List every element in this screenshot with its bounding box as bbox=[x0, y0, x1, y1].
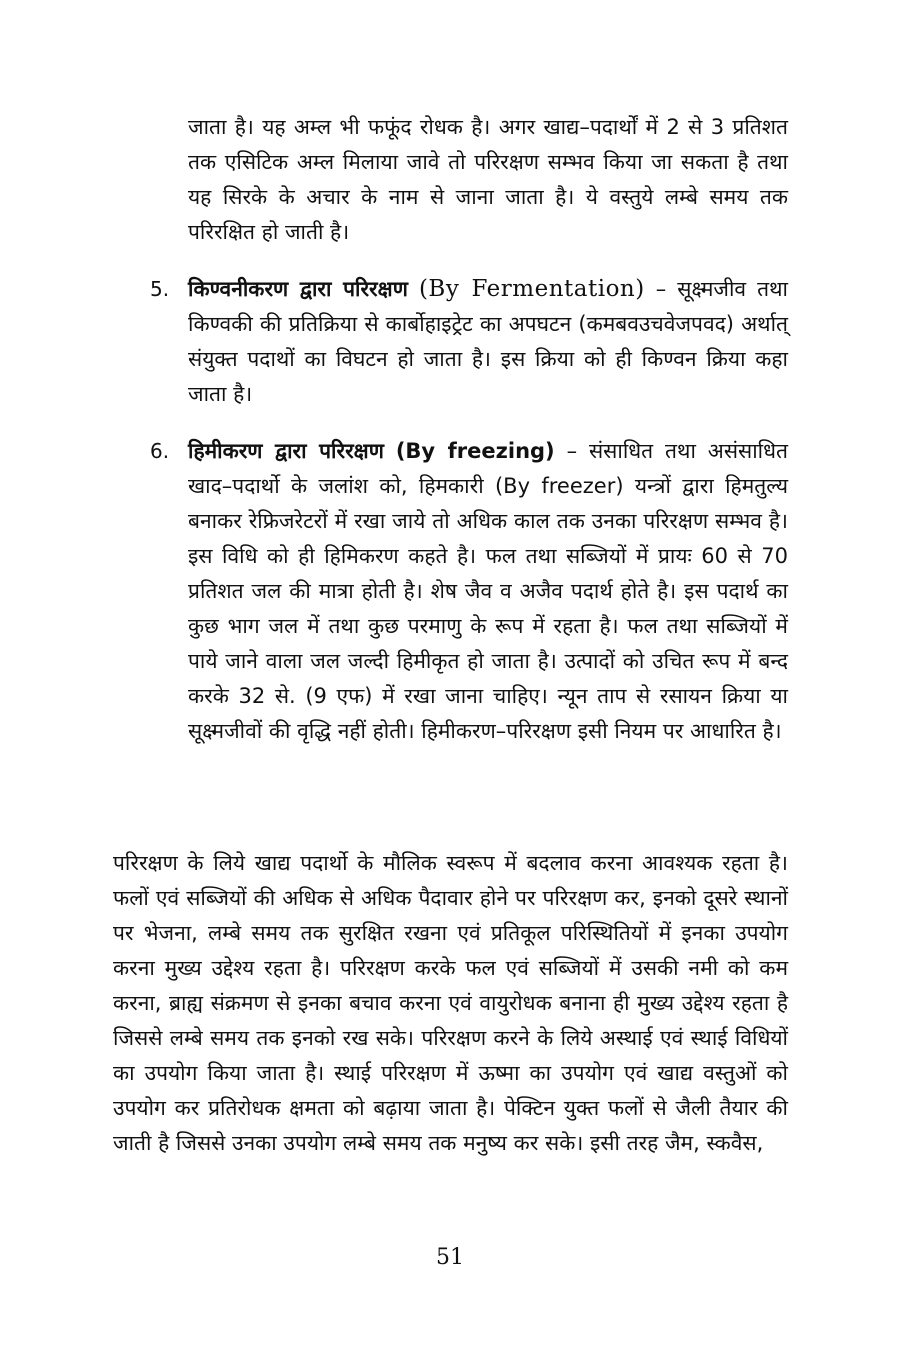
list-item-number: 6. bbox=[150, 439, 170, 463]
page-number: 51 bbox=[436, 1245, 464, 1270]
section-text-part1: संसाधित तथा असंसाधित खाद–पदार्थो के जलांश को, हिमकारी bbox=[188, 439, 788, 498]
section-heading-english: (By Fermentation) bbox=[418, 276, 645, 302]
list-item-body bbox=[188, 272, 788, 412]
heading-dash: – bbox=[644, 277, 667, 301]
section-heading-english: (By freezing) bbox=[395, 439, 555, 463]
list-item-number: 5. bbox=[150, 277, 170, 301]
closing-paragraph: परिरक्षण के लिये खाद्य पदार्थो के मौलिक स्वरूप में बदलाव करना आवश्यक रहता है। फलों एवं सब्जियों की अधिक से अधिक पैदावार होने पर परिरक्षण कर, इनको दूसरे स्थानों पर भेजना, लम्बे समय तक सुरक्षित रखना एवं प्रतिकूल परिस्थितियों में इनका उपयोग करना मुख्य उद्देश्य रहता है। परिरक्षण करके फल एवं सब्जियों में उसकी नमी को कम करना, ब्राह्य संक्रमण से इनका बचाव करना एवं वायुरोधक बनाना ही मुख्य उद्देश्य रहता है जिससे लम्बे समय तक इनको रख सके। परिरक्षण करने के लिये अस्थाई एवं स्थाई विधियों का उपयोग किया जाता है। स्थाई परिरक्षण में ऊष्मा का उपयोग एवं खाद्य वस्तुओं को उपयोग कर प्रतिरोधक क्षमता को बढ़ाया जाता है। पेक्टिन युक्त फलों से जैली तैयार की जाती है जिससे उनका उपयोग लम्बे समय तक मनुष्य कर सके। इसी तरह जैम, स्कवैस, bbox=[113, 851, 788, 1155]
section-text: सूक्ष्मजीव तथा किण्वकी की प्रतिक्रिया से कार्बोहाइट्रेट का अपघटन (कमबवउचवेजपवद) अर्थात् संयुक्त पदाथों का विघटन हो जाता है। इस क्रिया को ही किण्वन क्रिया कहा जाता है। bbox=[188, 277, 788, 406]
intro-paragraph: जाता है। यह अम्ल भी फफूंद रोधक है। अगर खाद्य–पदार्थों में 2 से 3 प्रतिशत तक एसिटिक अम्ल मिलाया जावे तो परिरक्षण सम्भव किया जा सकता है तथा यह सिरके के अचार के नाम से जाना जाता है। ये वस्तुये लम्बे समय तक परिरक्षित हो जाती है। bbox=[188, 115, 788, 244]
list-item-body bbox=[188, 434, 788, 749]
heading-dash: – bbox=[554, 439, 578, 463]
section-text-part2: यन्त्रों द्वारा हिमतुल्य बनाकर रेफ्रिजरेटरों में रखा जाये तो अधिक काल तक उनका परिरक्षण सम्भव है। इस विधि को ही हिमिकरण कहते है। फल तथा सब्जियों में प्रायः 60 से 70 प्रतिशत जल की मात्रा होती है। शेष जैव व अजैव पदार्थ होते है। इस पदार्थ का कुछ भाग जल में तथा कुछ परमाणु के रूप में रहता है। फल तथा सब्जियों में पाये जाने वाला जल जल्दी हिमीकृत हो जाता है। उत्पादों को उचित रूप में बन्द करके 32 से. (9 एफ) में रखा जाना चाहिए। न्यून ताप से रसायन क्रिया या सूक्ष्मजीवों की वृद्धि नहीं होती। हिमीकरण–परिरक्षण इसी नियम पर आधारित है। bbox=[188, 474, 789, 743]
inline-english-term: (By freezer) bbox=[494, 474, 624, 498]
section-heading: किण्वनीकरण द्वारा परिरक्षण bbox=[188, 277, 408, 301]
section-heading: हिमीकरण द्वारा परिरक्षण bbox=[188, 439, 384, 463]
list-item-fermentation bbox=[150, 272, 788, 412]
list-item-freezing bbox=[150, 434, 788, 749]
